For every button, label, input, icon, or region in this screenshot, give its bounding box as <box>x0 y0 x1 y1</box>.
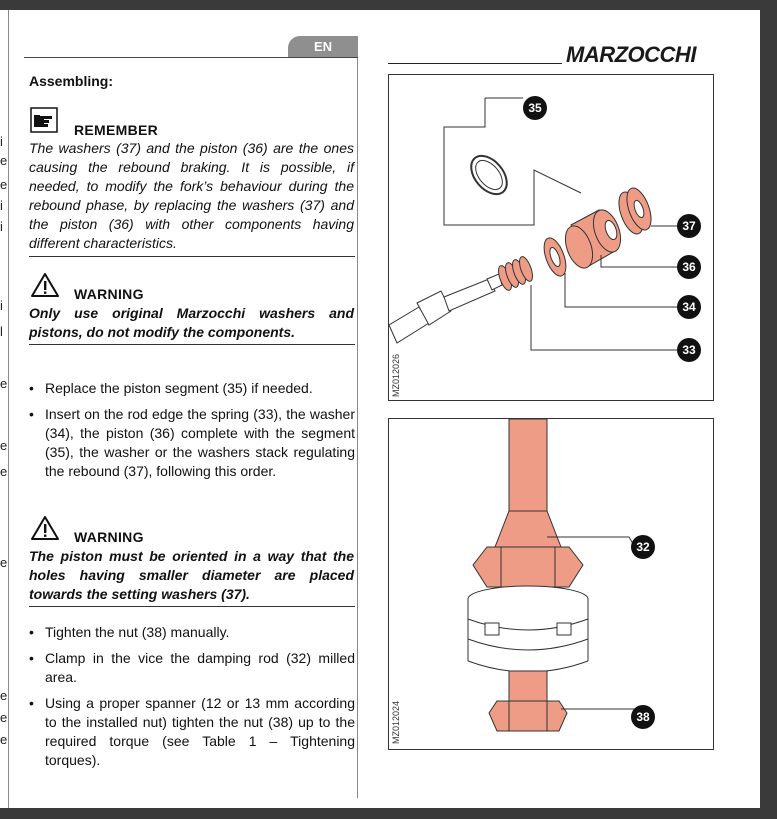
list-item: • Using a proper spanner (12 or 13 mm according to the installed nut) tighten the nut (38) up to the required torque (see Table 1 – Tightening torques). <box>29 694 355 770</box>
list-item: • Replace the piston segment (35) if needed. <box>29 379 355 398</box>
manual-page <box>0 10 764 808</box>
prev-page-char: e <box>0 438 8 453</box>
prev-page-char: i <box>0 198 3 213</box>
remember-title: REMEMBER <box>74 122 159 138</box>
divider <box>29 344 355 345</box>
list-item: • Tighten the nut (38) manually. <box>29 623 355 642</box>
prev-page-char: e <box>0 710 8 725</box>
figure-code: MZ012024 <box>391 700 401 744</box>
prev-page-char: e <box>0 153 8 168</box>
divider <box>29 606 355 607</box>
figure-code: MZ012026 <box>391 353 401 397</box>
figure-exploded-piston <box>388 74 714 401</box>
prev-page-char: e <box>0 464 8 479</box>
warning-title: WARNING <box>74 529 144 545</box>
section-heading: Assembling: <box>29 73 114 89</box>
next-page-gap <box>760 10 764 808</box>
prev-page-char: e <box>0 732 8 747</box>
callout-37: 37 <box>677 214 701 238</box>
callout-35: 35 <box>523 96 547 120</box>
language-tab: EN <box>288 36 358 58</box>
prev-page-char: i <box>0 219 3 234</box>
step-list <box>29 623 355 770</box>
callout-38: 38 <box>631 705 655 729</box>
prev-page-char: e <box>0 376 8 391</box>
warning-title: WARNING <box>74 286 144 302</box>
warning-icon <box>30 272 60 298</box>
callout-32: 32 <box>631 535 655 559</box>
header-rule <box>388 63 562 64</box>
figure-rod-nut <box>388 418 714 750</box>
callout-34: 34 <box>677 295 701 319</box>
pointing-hand-icon <box>30 107 58 133</box>
prev-page-char: e <box>0 555 8 570</box>
callout-36: 36 <box>677 255 701 279</box>
warning-text: Only use original Marzocchi washers and pistons, do not modify the components. <box>29 305 354 340</box>
list-item: • Insert on the rod edge the spring (33), the washer (34), the piston (36) complete with the segment (35), the washer or the washers stack regulating the rebound (37), following this order. <box>29 405 355 481</box>
prev-page-char: e <box>0 688 8 703</box>
divider <box>29 256 355 257</box>
brand-logo: MARZOCCHI <box>566 42 696 67</box>
rod-nut-drawing <box>389 419 713 749</box>
step-list <box>29 379 355 481</box>
list-item: • Clamp in the vice the damping rod (32) milled area. <box>29 649 355 687</box>
prev-page-char: l <box>0 324 3 339</box>
callout-33: 33 <box>677 338 701 362</box>
prev-page-char: i <box>0 134 3 149</box>
prev-page-char: i <box>0 298 3 313</box>
prev-page-char: e <box>0 177 8 192</box>
exploded-piston-drawing <box>389 75 713 400</box>
warning-text: The piston must be oriented in a way that the holes having smaller diameter are placed towards the setting washers (37). <box>29 548 354 602</box>
remember-text: The washers (37) and the piston (36) are the ones causing the rebound braking. It is possible, if needed, to modify the fork’s behaviour during the rebound phase, by replacing the washers (37) and the piston (36) with other components having different characteristics. <box>29 140 354 251</box>
warning-icon <box>30 515 60 541</box>
